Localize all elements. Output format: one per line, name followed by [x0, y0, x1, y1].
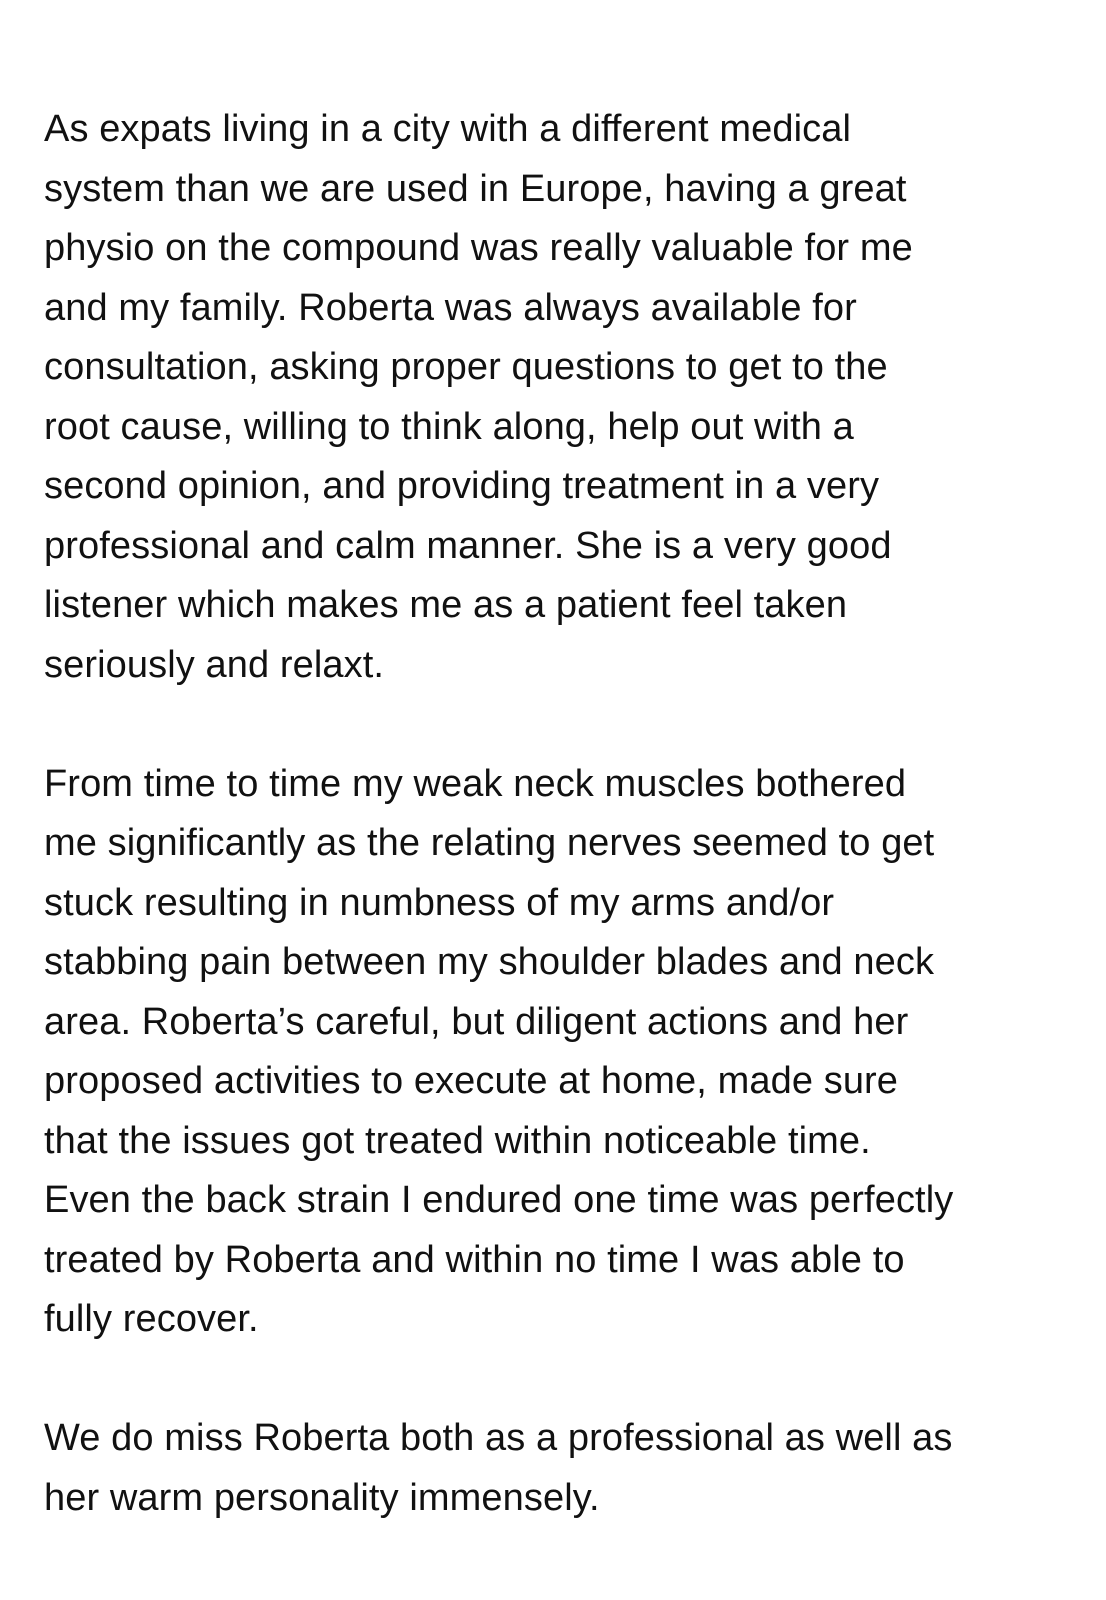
- paragraph-spacer: [44, 695, 1062, 755]
- text-line: proposed activities to execute at home, made sure: [44, 1060, 899, 1102]
- text-line: me significantly as the relating nerves seemed to get: [44, 822, 935, 864]
- paragraph-spacer: [44, 1350, 1062, 1410]
- text-line: We do miss Roberta both as a professional as well as: [44, 1417, 953, 1459]
- text-line: From time to time my weak neck muscles bothered: [44, 762, 907, 805]
- text-line: Even the back strain I endured one time was perfectly: [44, 1179, 954, 1221]
- paragraph-2: [44, 755, 1062, 1350]
- paragraph-3: [44, 1409, 1062, 1528]
- text-line: listener which makes me as a patient feel taken: [44, 584, 848, 626]
- text-line: and my family. Roberta was always available for: [44, 286, 857, 329]
- text-line: her warm personality immensely.: [44, 1476, 600, 1519]
- text-line: treated by Roberta and within no time I was able to: [44, 1238, 905, 1281]
- text-line: stabbing pain between my shoulder blades and neck: [44, 941, 935, 983]
- text-line: As expats living in a city with a different medical: [44, 108, 851, 150]
- text-line: stuck resulting in numbness of my arms and/or: [44, 881, 835, 924]
- text-line: root cause, willing to think along, help out with a: [44, 405, 854, 448]
- text-line: that the issues got treated within noticeable time.: [44, 1119, 871, 1162]
- text-line: professional and calm manner. She is a very good: [44, 524, 892, 567]
- text-line: second opinion, and providing treatment in a very: [44, 465, 880, 507]
- text-line: seriously and relaxt.: [44, 643, 385, 686]
- text-line: fully recover.: [44, 1298, 259, 1340]
- paragraph-1: [44, 100, 1062, 695]
- text-line: system than we are used in Europe, having a great: [44, 167, 907, 210]
- text-line: consultation, asking proper questions to get to the: [44, 346, 888, 388]
- text-line: physio on the compound was really valuable for me: [44, 227, 913, 269]
- text-line: area. Roberta’s careful, but diligent actions and her: [44, 1000, 909, 1043]
